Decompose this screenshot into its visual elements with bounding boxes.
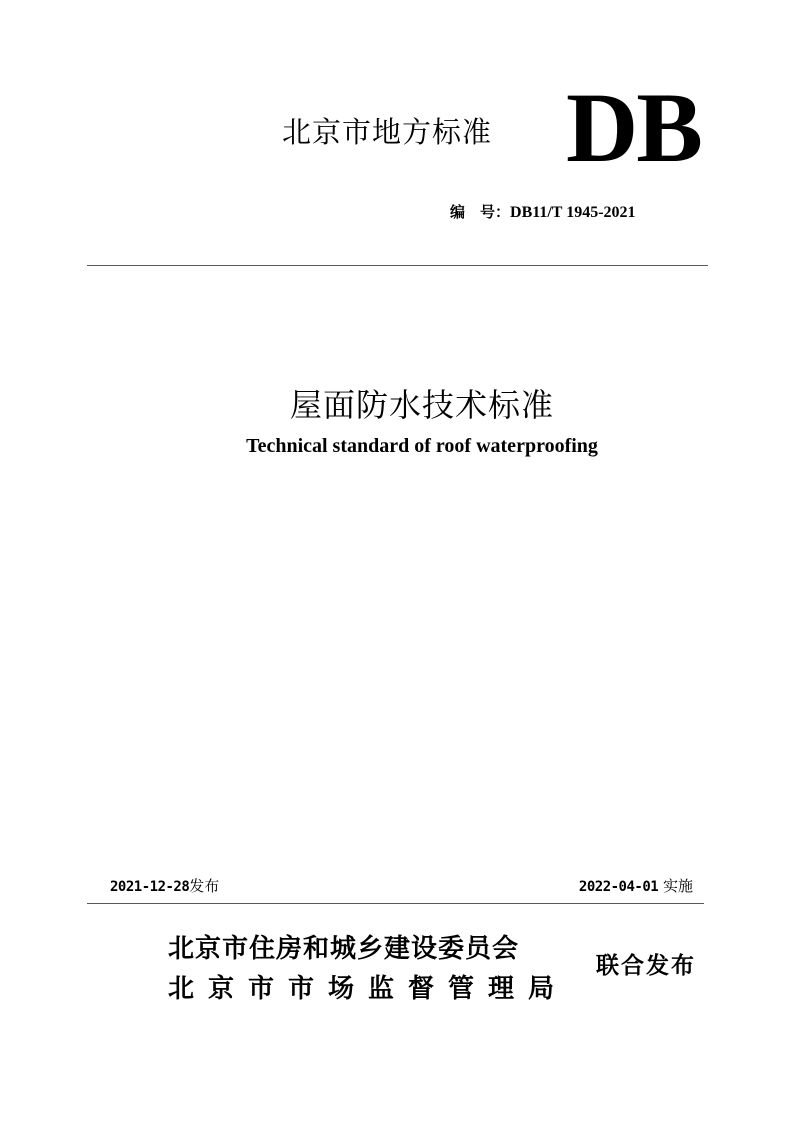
document-title-en: Technical standard of roof waterproofing [246,435,598,457]
joint-issue-label: 联合发布 [596,953,696,979]
db-logo-mark: DB [566,72,701,183]
standard-code-row [450,201,636,222]
issuer-org-housing-commission: 北京市住房和城乡建设委员会 [168,934,520,964]
document-title-cn: 屋面防水技术标准 [289,386,554,424]
standard-code-value: DB11/T 1945-2021 [510,204,636,221]
standard-code-label: 编 号： [450,203,511,221]
publish-label: 发布 [189,877,220,895]
issuer-org-market-bureau: 北京市市场监督管理局 [168,974,569,1004]
top-divider-rule [87,265,708,266]
standard-type-label: 北京市地方标准 [282,115,493,149]
effective-date-block [579,875,693,896]
publish-date-block [110,875,219,896]
effective-date: 2022-04-01 [578,879,659,895]
effective-label: 实施 [662,877,693,895]
publish-date: 2021-12-28 [110,879,190,895]
bottom-divider-rule [87,903,704,904]
